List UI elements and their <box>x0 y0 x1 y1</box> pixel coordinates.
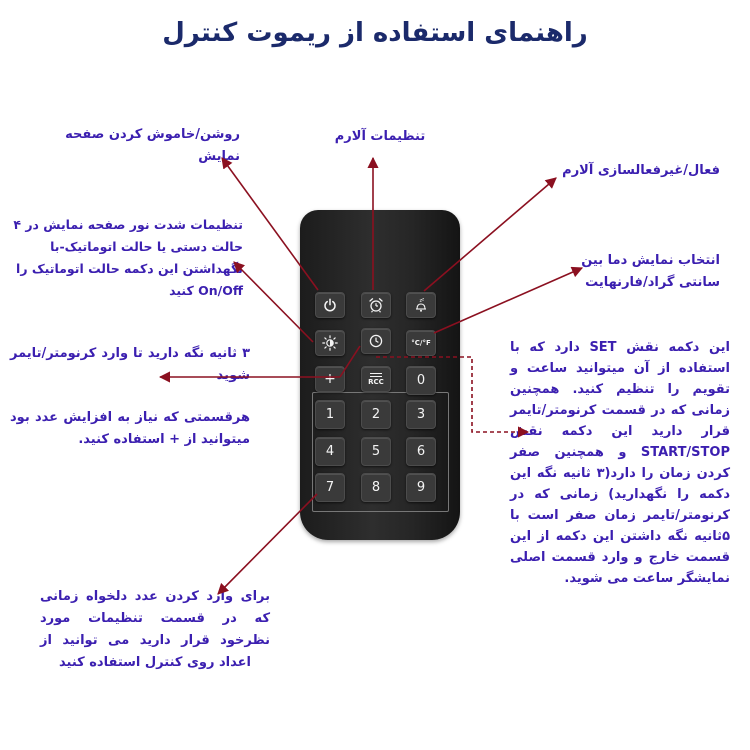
digit-5-button[interactable]: 5 <box>361 437 391 466</box>
digit-2-button[interactable]: 2 <box>361 400 391 429</box>
arrow-alarm-toggle <box>424 178 556 291</box>
digit-1-button[interactable]: 1 <box>315 400 345 429</box>
svg-text:z: z <box>422 297 425 302</box>
label-alarm-settings: تنظیمات آلارم <box>334 129 426 144</box>
label-plus-button: هرقسمتی که نیاز به افزایش عدد بود میتوانید از + استفاده کنید. <box>10 410 250 447</box>
arrow-temperature-unit <box>434 268 582 333</box>
label-set-button: این دکمه نقش SET دارد که با استفاده از آن میتوانید ساعت و تقویم را تنظیم کنید. همچنین زمانی که در قسمت کرنومتر/تایمر قرار دارید این دکمه نقش START/STOP و همچنین صفر کردن زمان را دارد(۳ ثانیه نگه این دکمه را نگهدارید) زمانی که در کرنومتر/تایمر زمان صفر است با ۵ثانیه نگه داشتن این دکمه از این قسمت خارج و وارد قسمت اصلی نمایشگر ساعت می شوید. <box>510 340 731 586</box>
label-brightness: تنظیمات شدت نور صفحه نمایش در ۴ حالت دستی یا حالت اتوماتیک-با نگهداشتن این دکمه حالت اتوماتیک را On/Off کنید <box>13 217 243 298</box>
digit-9-button[interactable]: 9 <box>406 473 436 502</box>
svg-text:z: z <box>419 298 423 304</box>
digit-7-button[interactable]: 7 <box>315 473 345 502</box>
label-temperature-unit: انتخاب نمایش دما بین سانتی گراد/فارنهایت <box>581 253 720 290</box>
temperature-unit-button[interactable]: °C/°F <box>406 330 436 356</box>
arrow-timer-entry <box>340 346 360 377</box>
label-timer-entry: ۳ ثانیه نگه دارید تا وارد کرنومتر/تایمر شوید <box>10 346 250 383</box>
label-power: روشن/خاموش کردن صفحه نمایش <box>65 127 240 164</box>
arrow-brightness <box>234 262 313 342</box>
label-digit-buttons: برای وارد کردن عدد دلخواه زمانی که در قسمت تنظیمات مورد نظرخود قرار دارید می توانید از اعداد روی کنترل استفاده کنید <box>40 589 270 670</box>
arrow-digits <box>218 494 317 594</box>
arrow-set-button <box>376 357 528 432</box>
digit-0-button[interactable]: 0 <box>406 366 436 395</box>
rcc-label: RCC <box>368 377 384 386</box>
digit-6-button[interactable]: 6 <box>406 437 436 466</box>
digit-4-button[interactable]: 4 <box>315 437 345 466</box>
digit-8-button[interactable]: 8 <box>361 473 391 502</box>
label-alarm-toggle: فعال/غیرفعالسازی آلارم <box>562 163 720 178</box>
page-title: راهنمای استفاده از ریموت کنترل <box>162 18 588 48</box>
plus-button[interactable]: + <box>315 366 345 392</box>
arrow-power <box>222 158 318 290</box>
digit-3-button[interactable]: 3 <box>406 400 436 429</box>
